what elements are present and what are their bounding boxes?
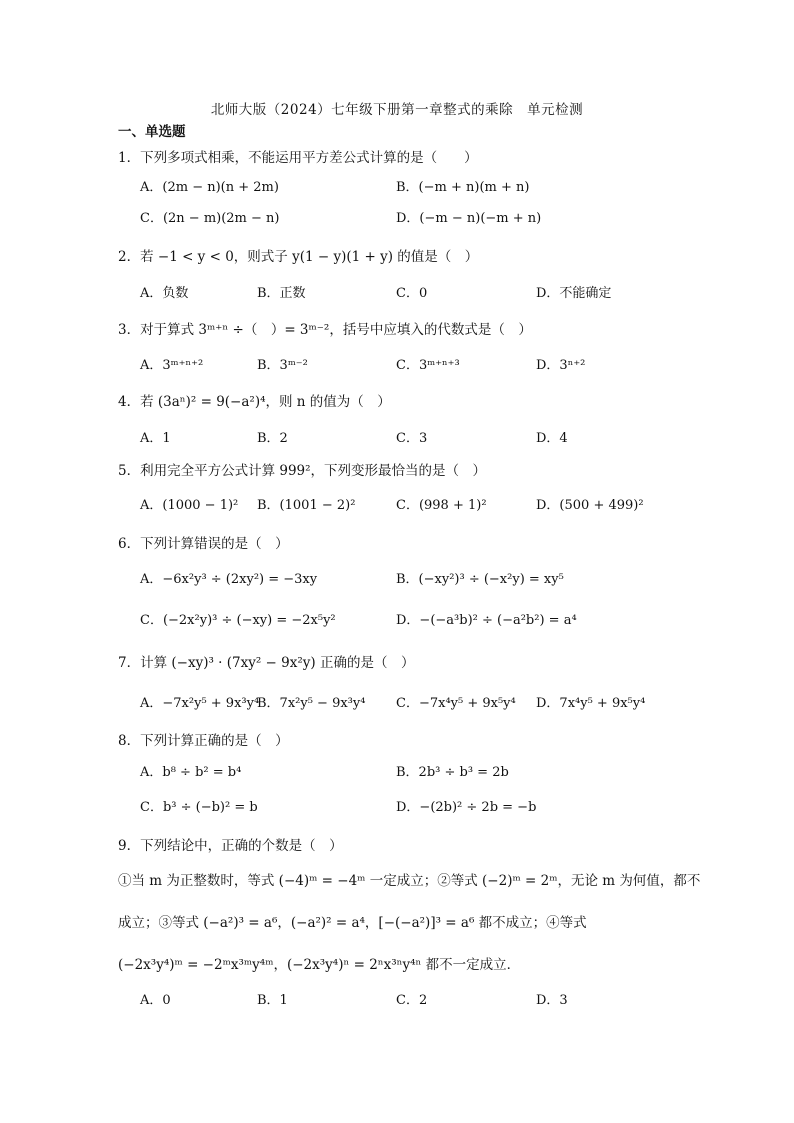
question-1-option-b: B．(−m + n)(m + n)	[396, 180, 530, 195]
question-1-option-d: D．(−m − n)(−m + n)	[396, 211, 542, 226]
question-5-option-a: A．(1000 − 1)²	[140, 498, 239, 513]
question-6-option-c: C．(−2x²y)³ ÷ (−xy) = −2x⁵y²	[140, 613, 336, 628]
question-8-option-d: D．−(2b)² ÷ 2b = −b	[396, 800, 537, 815]
question-3-stem: 3．对于算式 3ᵐ⁺ⁿ ÷（ ）= 3ᵐ⁻²，括号中应填入的代数式是（ ）	[118, 322, 532, 338]
question-9-option-c: C．2	[396, 993, 428, 1008]
question-4-option-c: C．3	[396, 431, 428, 446]
section-heading: 一、单选题	[118, 124, 186, 140]
question-7-option-b: B．7x²y⁵ − 9x³y⁴	[257, 696, 366, 711]
question-7-option-d: D．7x⁴y⁵ + 9x⁵y⁴	[536, 696, 646, 711]
question-4-option-d: D．4	[536, 431, 568, 446]
question-8-option-c: C．b³ ÷ (−b)² = b	[140, 800, 258, 815]
question-2-option-b: B．正数	[257, 286, 306, 301]
question-4-option-a: A．1	[140, 431, 171, 446]
question-7-option-c: C．−7x⁴y⁵ + 9x⁵y⁴	[396, 696, 516, 711]
question-4-stem: 4．若 (3aⁿ)² = 9(−a²)⁴，则 n 的值为（ ）	[118, 394, 391, 410]
question-5-stem: 5．利用完全平方公式计算 999²，下列变形最恰当的是（ ）	[118, 463, 487, 479]
question-4-option-b: B．2	[257, 431, 288, 446]
question-5-option-b: B．(1001 − 2)²	[257, 498, 356, 513]
question-6-option-b: B．(−xy²)³ ÷ (−x²y) = xy⁵	[396, 572, 564, 587]
question-2-option-a: A．负数	[140, 286, 189, 301]
question-6-option-d: D．−(−a³b)² ÷ (−a²b²) = a⁴	[396, 613, 577, 628]
question-9-stem: 9．下列结论中，正确的个数是（ ）	[118, 838, 343, 854]
question-5-option-d: D．(500 + 499)²	[536, 498, 644, 513]
question-9-option-b: B．1	[257, 993, 288, 1008]
question-6-option-a: A．−6x²y³ ÷ (2xy²) = −3xy	[140, 572, 318, 587]
question-7-stem: 7．计算 (−xy)³ · (7xy² − 9x²y) 正确的是（ ）	[118, 655, 415, 671]
question-1-option-a: A．(2m − n)(n + 2m)	[140, 180, 279, 195]
question-7-option-a: A．−7x²y⁵ + 9x³y⁴	[140, 696, 260, 711]
question-1-stem: 1．下列多项式相乘，不能运用平方差公式计算的是（ ）	[118, 150, 478, 166]
question-9-line-1: ①当 m 为正整数时，等式 (−4)ᵐ = −4ᵐ 一定成立；②等式 (−2)ᵐ = 2ᵐ，无论 m 为何值，都不	[118, 873, 701, 889]
question-6-stem: 6．下列计算错误的是（ ）	[118, 536, 289, 552]
question-8-stem: 8．下列计算正确的是（ ）	[118, 733, 289, 749]
question-9-option-d: D．3	[536, 993, 568, 1008]
document-title: 北师大版（2024）七年级下册第一章整式的乘除 单元检测	[210, 102, 584, 118]
question-9-line-2: 成立；③等式 (−a²)³ = a⁶，(−a²)² = a⁴，[−(−a²)]³ = a⁶ 都不成立；④等式	[118, 915, 587, 931]
question-2-option-d: D．不能确定	[536, 286, 612, 301]
question-1-option-c: C．(2n − m)(2m − n)	[140, 211, 280, 226]
question-3-option-c: C．3ᵐ⁺ⁿ⁺³	[396, 358, 460, 373]
question-3-option-d: D．3ⁿ⁺²	[536, 358, 586, 373]
question-3-option-a: A．3ᵐ⁺ⁿ⁺²	[140, 358, 204, 373]
question-2-option-c: C．0	[396, 286, 428, 301]
question-2-stem: 2．若 −1 < y < 0，则式子 y(1 − y)(1 + y) 的值是（ ）	[118, 249, 479, 265]
question-8-option-a: A．b⁸ ÷ b² = b⁴	[140, 765, 242, 780]
question-8-option-b: B．2b³ ÷ b³ = 2b	[396, 765, 509, 780]
question-9-option-a: A．0	[140, 993, 171, 1008]
question-9-line-3: (−2x³y⁴)ᵐ = −2ᵐx³ᵐy⁴ᵐ，(−2x³y⁴)ⁿ = 2ⁿx³ⁿy⁴ⁿ 都不一定成立．	[118, 957, 521, 973]
question-3-option-b: B．3ᵐ⁻²	[257, 358, 308, 373]
question-5-option-c: C．(998 + 1)²	[396, 498, 487, 513]
